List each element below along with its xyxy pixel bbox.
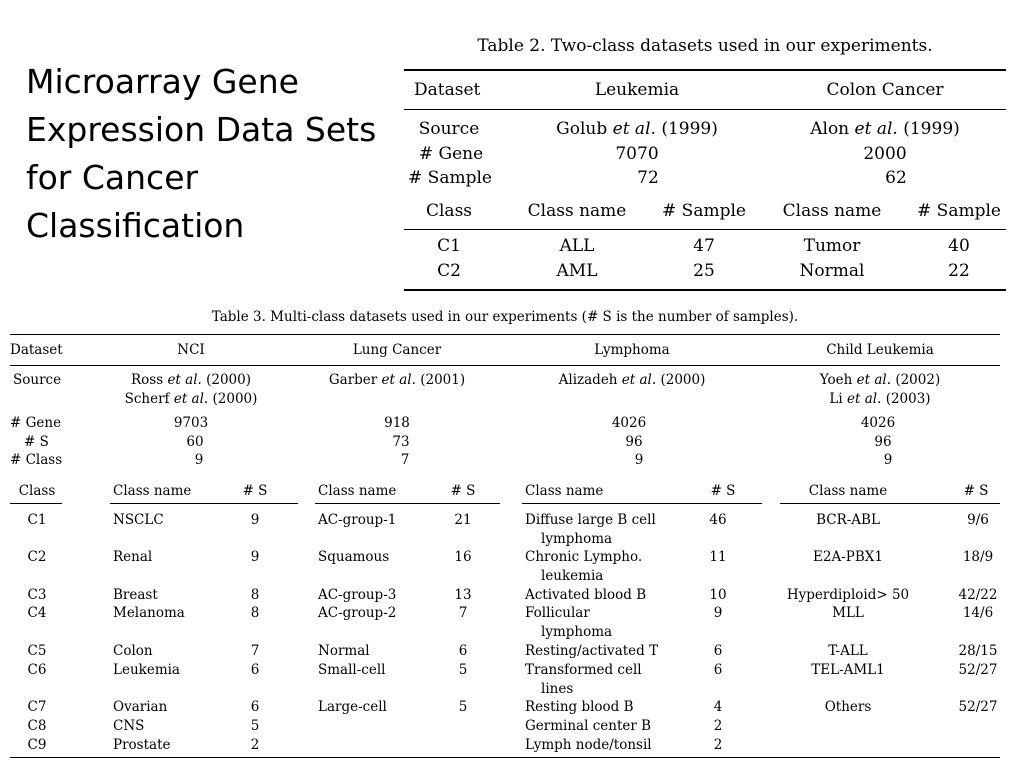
table3-row-lymphoma-s: 10 — [709, 587, 727, 603]
table3-row-child-name: Others — [824, 699, 872, 715]
table2 — [404, 69, 1006, 291]
table3-row-child-s: 18/9 — [962, 549, 994, 565]
table3-row-nci-s: 9 — [250, 549, 260, 565]
table2-source-label: Source — [418, 119, 480, 139]
table3-row-class: C6 — [27, 662, 47, 678]
table3-nci-classes: 9 — [194, 452, 204, 468]
table2-rule — [404, 109, 1006, 110]
table3-row-nci-s: 7 — [250, 643, 260, 659]
table3-row-lung-s: 21 — [454, 512, 472, 528]
source-year: (1999) — [903, 119, 960, 139]
table3-lung-source — [329, 371, 465, 389]
table2-row-colon-samples: 40 — [948, 236, 970, 256]
table3-row-lymphoma-s: 46 — [709, 512, 727, 528]
table3-row-lymphoma-name: Resting blood B — [525, 699, 634, 715]
slide-title-line: Classification — [26, 206, 245, 245]
table3-row-lymphoma-s: 2 — [713, 718, 723, 734]
table2-row-colon-name: Normal — [799, 261, 865, 281]
table3-row-class: C5 — [27, 643, 47, 659]
table3-header-nci: NCI — [177, 342, 205, 358]
table3-row-child-s: 52/27 — [958, 662, 998, 678]
table3-row-nci-name: Breast — [113, 587, 158, 603]
table3-row-class: C4 — [27, 605, 47, 621]
table3-row-nci-s: 2 — [250, 737, 260, 753]
source-author: Li — [829, 391, 843, 407]
table3-source-label: Source — [13, 372, 62, 388]
table2-row-class: C1 — [437, 236, 461, 256]
table3-nci-genes: 9703 — [173, 415, 209, 431]
slide-title-line: Microarray Gene — [26, 62, 299, 101]
table3-header-child: Child Leukemia — [826, 342, 934, 358]
table3-class-count-label: # Class — [10, 452, 63, 468]
table3-row-lymphoma-name: lymphoma — [541, 531, 613, 547]
table3-child-source — [829, 390, 930, 408]
table3-row-child-s: 14/6 — [962, 605, 994, 621]
table3-row-nci-name: Melanoma — [113, 605, 185, 621]
source-year: (2001) — [420, 372, 466, 388]
source-year: (2000) — [206, 372, 252, 388]
table3-lymphoma-source — [559, 371, 706, 389]
slide-title — [26, 58, 386, 250]
source-etal: et al. — [847, 391, 882, 407]
source-etal: et al. — [173, 391, 209, 407]
table3-row-nci-s: 9 — [250, 512, 260, 528]
table3-row-nci-s: 8 — [250, 605, 260, 621]
table3-row-nci-s: 6 — [250, 699, 260, 715]
table3-row-lung-name: Large-cell — [318, 699, 387, 715]
table2-header-colon: Colon Cancer — [826, 80, 944, 100]
table3-class-header: Class — [18, 483, 56, 499]
table3-lung-genes: 918 — [384, 415, 410, 431]
table3-row-lymphoma-name: Chronic Lympho. — [525, 549, 643, 565]
table3-row-lymphoma-name: Transformed cell — [525, 662, 642, 678]
table3-row-lymphoma-s: 11 — [709, 549, 727, 565]
table3-row-lung-name: AC-group-1 — [318, 512, 397, 528]
source-etal: et al. — [167, 372, 202, 388]
table3-row-class: C8 — [27, 718, 47, 734]
table3-row-lung-s: 16 — [454, 549, 472, 565]
table3-row-child-name: TEL-AML1 — [811, 662, 885, 678]
source-etal: et al. — [621, 372, 657, 388]
table3-row-lymphoma-name: leukemia — [541, 568, 604, 584]
table2-rule — [404, 229, 1006, 230]
table3 — [10, 334, 1000, 758]
table2-row-colon-name: Tumor — [803, 236, 861, 256]
table3-lung-s: 73 — [392, 434, 410, 450]
table3-row-lung-s: 13 — [454, 587, 472, 603]
table2-row-class: C2 — [437, 261, 461, 281]
table3-child-s: 96 — [874, 434, 892, 450]
table3-row-lung-name: Squamous — [318, 549, 390, 565]
slide-title-line: for Cancer — [26, 158, 199, 197]
table3-row-child-name: MLL — [832, 605, 864, 621]
table2-row-leukemia-name: AML — [556, 261, 598, 281]
source-author: Scherf — [124, 391, 170, 407]
table3-row-lymphoma-name: lines — [541, 681, 574, 697]
table3-row-nci-s: 8 — [250, 587, 260, 603]
table3-row-child-name: E2A-PBX1 — [813, 549, 883, 565]
table3-row-child-s: 9/6 — [967, 512, 989, 528]
table3-nci-s: 60 — [186, 434, 204, 450]
table3-nci-s-header: # S — [242, 483, 268, 499]
source-author: Garber — [328, 372, 378, 388]
table3-lymphoma-genes: 4026 — [611, 415, 647, 431]
table2-header-dataset: Dataset — [414, 80, 481, 100]
table3-child-s-header: # S — [963, 483, 989, 499]
table3-rule — [10, 503, 62, 504]
table3-row-nci-name: Prostate — [113, 737, 171, 753]
table3-rule — [110, 503, 298, 504]
table3-nci-classname-header: Class name — [113, 483, 192, 499]
table3-row-lymphoma-name: Activated blood B — [525, 587, 647, 603]
table3-child-genes: 4026 — [860, 415, 896, 431]
table3-row-lymphoma-s: 2 — [713, 737, 723, 753]
table3-row-nci-name: Renal — [113, 549, 153, 565]
source-author: Alon — [810, 119, 850, 139]
table3-row-nci-name: CNS — [113, 718, 145, 734]
source-year: (2000) — [212, 391, 258, 407]
table3-row-class: C9 — [27, 737, 47, 753]
table2-class-header: Class — [425, 201, 473, 221]
table3-rule — [10, 365, 1000, 366]
source-year: (2000) — [660, 372, 706, 388]
source-year: (2003) — [885, 391, 931, 407]
table2-leukemia-samples: 72 — [637, 168, 659, 188]
table3-row-lymphoma-name: Follicular — [525, 605, 590, 621]
table2-header-leukemia: Leukemia — [594, 80, 680, 100]
table3-row-lung-s: 6 — [458, 643, 468, 659]
table2-colon-samples: 62 — [885, 168, 907, 188]
table3-row-child-name: Hyperdiploid> 50 — [786, 587, 910, 603]
source-author: Alizadeh — [558, 372, 618, 388]
table3-row-lung-s: 7 — [458, 605, 468, 621]
table3-row-class: C3 — [27, 587, 47, 603]
table3-row-lung-name: Normal — [318, 643, 370, 659]
source-year: (1999) — [661, 119, 718, 139]
table3-gene-label: # Gene — [10, 415, 62, 431]
table3-lung-classes: 7 — [400, 452, 410, 468]
table3-row-lymphoma-s: 6 — [713, 643, 723, 659]
table2-row-leukemia-samples: 25 — [693, 261, 715, 281]
table2-colon-genes: 2000 — [863, 144, 907, 164]
table3-row-child-s: 42/22 — [958, 587, 998, 603]
table2-row-colon-samples: 22 — [948, 261, 970, 281]
table3-row-child-s: 28/15 — [958, 643, 998, 659]
table2-caption: Table 2. Two-class datasets used in our experiments. — [477, 36, 933, 56]
table3-row-lung-s: 5 — [458, 699, 468, 715]
source-author: Golub — [556, 119, 608, 139]
table3-rule — [780, 503, 1000, 504]
table3-row-child-name: T-ALL — [828, 643, 868, 659]
table3-caption: Table 3. Multi-class datasets used in our experiments (# S is the number of samples). — [211, 309, 799, 325]
table3-row-class: C1 — [27, 512, 47, 528]
table3-row-nci-name: Ovarian — [113, 699, 168, 715]
table3-lymphoma-classname-header: Class name — [525, 483, 604, 499]
table2-row-leukemia-samples: 47 — [693, 236, 715, 256]
table3-row-lymphoma-s: 6 — [713, 662, 723, 678]
table2-leukemia-source — [556, 119, 718, 139]
table3-row-nci-name: Colon — [113, 643, 153, 659]
table3-row-nci-s: 5 — [250, 718, 260, 734]
table2-colon-classname-header: Class name — [782, 201, 882, 221]
table2-sample-label: # Sample — [408, 168, 492, 188]
table3-row-child-s: 52/27 — [958, 699, 998, 715]
table2-leukemia-classname-header: Class name — [527, 201, 627, 221]
table3-row-nci-s: 6 — [250, 662, 260, 678]
source-etal: et al. — [856, 372, 892, 388]
table2-leukemia-genes: 7070 — [615, 144, 659, 164]
table3-row-lymphoma-s: 4 — [713, 699, 723, 715]
table3-row-lymphoma-name: Resting/activated T — [525, 643, 659, 659]
table3-row-class: C2 — [27, 549, 47, 565]
table3-lung-s-header: # S — [450, 483, 476, 499]
table3-row-lung-name: Small-cell — [318, 662, 386, 678]
table3-row-lung-name: AC-group-3 — [318, 587, 397, 603]
table2-row-leukemia-name: ALL — [559, 236, 595, 256]
table2-colon-source — [810, 119, 960, 139]
table3-lymphoma-classes: 9 — [634, 452, 644, 468]
table2-colon-sample-header: # Sample — [917, 201, 1001, 221]
source-author: Yoeh — [819, 372, 853, 388]
table3-child-source — [820, 371, 940, 389]
table3-row-lymphoma-name: Lymph node/tonsil — [525, 737, 652, 753]
source-etal: et al. — [854, 119, 898, 139]
source-year: (2002) — [895, 372, 941, 388]
table3-row-lymphoma-s: 9 — [713, 605, 723, 621]
slide-title-line: Expression Data Sets — [26, 110, 377, 149]
source-author: Ross — [130, 372, 164, 388]
table3-lung-classname-header: Class name — [318, 483, 397, 499]
table3-child-classname-header: Class name — [808, 483, 888, 499]
table3-header-lung: Lung Cancer — [352, 342, 442, 358]
source-etal: et al. — [612, 119, 656, 139]
table3-lymphoma-s-header: # S — [710, 483, 736, 499]
table3-row-nci-name: NSCLC — [113, 512, 164, 528]
table3-row-class: C7 — [27, 699, 47, 715]
table3-row-nci-name: Leukemia — [113, 662, 180, 678]
table3-row-lung-name: AC-group-2 — [318, 605, 397, 621]
table3-row-child-name: BCR-ABL — [816, 512, 880, 528]
table3-rule — [315, 503, 500, 504]
table3-row-lung-s: 5 — [458, 662, 468, 678]
table3-child-classes: 9 — [883, 452, 893, 468]
table3-header-dataset: Dataset — [10, 342, 63, 358]
table3-row-lymphoma-name: Germinal center B — [525, 718, 652, 734]
table3-row-lymphoma-name: lymphoma — [541, 624, 613, 640]
table3-rule — [522, 503, 762, 504]
table3-s-label: # S — [24, 434, 49, 450]
table3-nci-source — [131, 371, 251, 389]
table3-lymphoma-s: 96 — [625, 434, 643, 450]
table3-row-lymphoma-name: Diffuse large B cell — [525, 512, 656, 528]
table3-header-lymphoma: Lymphoma — [594, 342, 670, 358]
table3-nci-source — [125, 390, 258, 408]
table2-leukemia-sample-header: # Sample — [662, 201, 746, 221]
table2-gene-label: # Gene — [418, 144, 484, 164]
source-etal: et al. — [381, 372, 416, 388]
